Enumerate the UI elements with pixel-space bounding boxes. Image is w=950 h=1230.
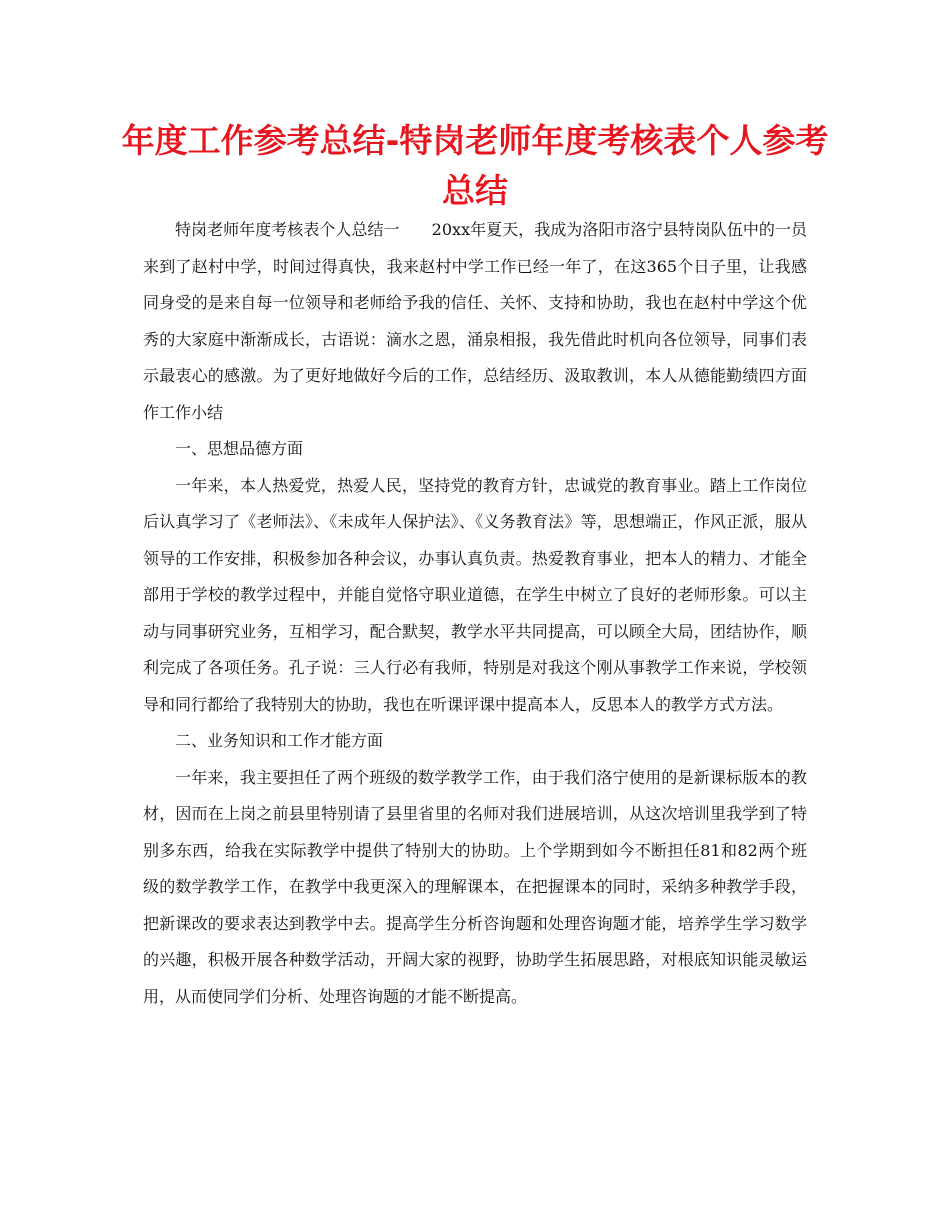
paragraph-intro: 特岗老师年度考核表个人总结一 20xx年夏天，我成为洛阳市洛宁县特岗队伍中的一员来到了赵村中学，时间过得真快，我来赵村中学工作已经一年了，在这365个日子里，让我感同身受的是来自每一位领导和老师给予我的信任、关怀、支持和协助，我也在赵村中学这个优秀的大家庭中渐渐成长，古语说：滴水之恩，涌泉相报，我先借此时机向各位领导，同事们表示最衷心的感激。为了更好地做好今后的工作，总结经历、汲取教训，本人从德能勤绩四方面作工作小结 <box>143 220 807 422</box>
section-heading-ideology: 一、思想品德方面 <box>175 439 304 458</box>
section-heading-professional: 二、业务知识和工作才能方面 <box>175 731 384 750</box>
document-title: 年度工作参考总结-特岗老师年度考核表个人参考总结 <box>121 121 829 210</box>
paragraph-professional: 一年来，我主要担任了两个班级的数学教学工作，由于我们洛宁使用的是新课标版本的教材，因而在上岗之前县里特别请了县里省里的名师对我们进展培训，从这次培训里我学到了特别多东西，给我在实际教学中提供了特别大的协助。上个学期到如今不断担任81和82两个班级的数学教学工作，在教学中我更深入的理解课本，在把握课本的同时，采纳多种教学手段，把新课改的要求表达到教学中去。提高学生分析咨询题和处理咨询题才能，培养学生学习数学的兴趣，积极开展各种数学活动，开阔大家的视野，协助学生拓展思路，对根底知识能灵敏运用，从而使同学们分析、处理咨询题的才能不断提高。 <box>143 767 807 1006</box>
paragraph-ideology: 一年来，本人热爱党，热爱人民，坚持党的教育方针，忠诚党的教育事业。踏上工作岗位后认真学习了《老师法》、《未成年人保护法》、《义务教育法》等，思想端正，作风正派，服从领导的工作安排，积极参加各种会议，办事认真负责。热爱教育事业，把本人的精力、才能全部用于学校的教学过程中，并能自觉恪守职业道德，在学生中树立了良好的老师形象。可以主动与同事研究业务，互相学习，配合默契，教学水平共同提高，可以顾全大局，团结协作，顺利完成了各项任务。孔子说：三人行必有我师，特别是对我这个刚从事教学工作来说，学校领导和同行都给了我特别大的协助，我也在听课评课中提高本人，反思本人的教学方式方法。 <box>143 475 807 714</box>
document-body <box>143 212 807 1015</box>
